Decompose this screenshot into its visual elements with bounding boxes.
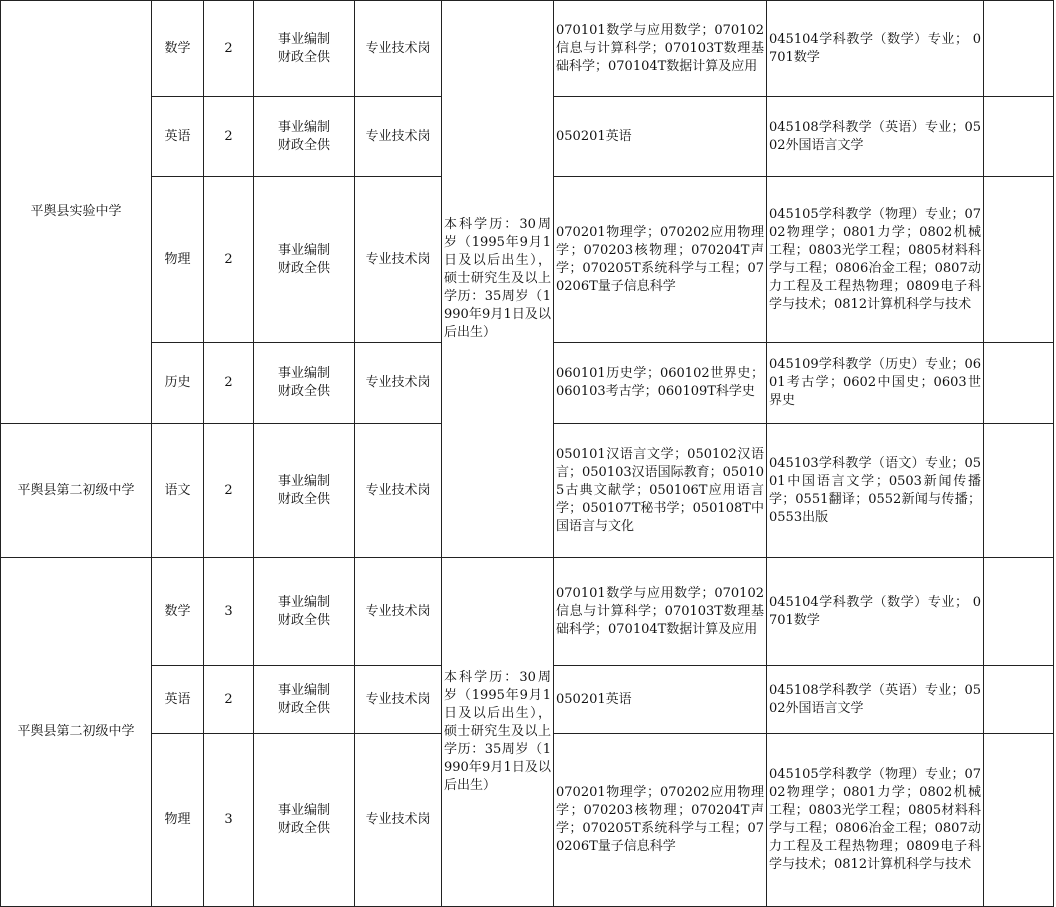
school-cell: 平舆县第二初级中学 [1,424,152,558]
nature-text: 事业编制财政全供 [277,119,330,153]
nature-text: 事业编制财政全供 [277,682,330,716]
post-cell: 专业技术岗 [355,97,442,177]
subject-cell: 物理 [152,734,204,907]
school-cell: 平舆县第二初级中学 [1,558,152,907]
age-requirement-cell: 本科学历：30周岁（1995年9月1日及以后出生），硕士研究生及以上学历：35周岁（1990年9月1日及以后出生） [442,558,554,907]
undergrad-major-cell: 070201物理学；070202应用物理学；070203核物理；070204T声学；070205T系统科学与工程；070206T量子信息科学 [554,177,767,343]
count-cell: 2 [204,177,254,343]
nature-cell [254,558,355,666]
grad-major-cell: 045105学科教学（物理）专业；0702物理学；0801力学；0802机械工程；0803光学工程；0805材料科学与工程；0806冶金工程；0807动力工程及工程热物理；0809电子科学与技术；0812计算机科学与技术 [767,177,984,343]
table-row [1,558,1054,666]
nature-text: 事业编制财政全供 [277,31,330,65]
subject-cell: 数学 [152,1,204,97]
undergrad-major-cell: 050201英语 [554,97,767,177]
age-requirement-cell: 本科学历：30周岁（1995年9月1日及以后出生），硕士研究生及以上学历：35周岁（1990年9月1日及以后出生） [442,1,554,558]
nature-cell [254,97,355,177]
nature-text: 事业编制财政全供 [277,366,330,399]
grad-major-cell: 045109学科教学（历史）专业；0601考古学；0602中国史；0603世界史 [767,343,984,424]
grad-major-cell: 045104学科教学（数学）专业； 0701数学 [767,558,984,666]
count-cell: 2 [204,1,254,97]
subject-cell: 英语 [152,97,204,177]
subject-cell: 语文 [152,424,204,558]
grad-major-cell: 045103学科教学（语文）专业；0501中国语言文学；0503新闻传播学；0551翻译；0552新闻与传播；0553出版 [767,424,984,558]
grad-major-cell: 045108学科教学（英语）专业；0502外国语言文学 [767,666,984,734]
count-cell: 3 [204,558,254,666]
nature-cell [254,666,355,734]
count-cell: 2 [204,666,254,734]
undergrad-major-cell: 070101数学与应用数学；070102信息与计算科学；070103T数理基础科学；070104T数据计算及应用 [554,558,767,666]
remark-cell [984,177,1054,343]
remark-cell [984,424,1054,558]
undergrad-major-cell: 070101数学与应用数学；070102信息与计算科学；070103T数理基础科学；070104T数据计算及应用 [554,1,767,97]
count-cell: 2 [204,343,254,424]
remark-cell [984,666,1054,734]
post-cell: 专业技术岗 [355,424,442,558]
nature-cell [254,343,355,424]
subject-cell: 物理 [152,177,204,343]
subject-cell: 英语 [152,666,204,734]
remark-cell [984,734,1054,907]
remark-cell [984,1,1054,97]
count-cell: 2 [204,97,254,177]
grad-major-cell: 045104学科教学（数学）专业； 0701数学 [767,1,984,97]
table-row [1,1,1054,97]
subject-cell: 数学 [152,558,204,666]
grad-major-cell: 045105学科教学（物理）专业；0702物理学；0801力学；0802机械工程；0803光学工程；0805材料科学与工程；0806冶金工程；0807动力工程及工程热物理；0809电子科学与技术；0812计算机科学与技术 [767,734,984,907]
undergrad-major-cell: 050201英语 [554,666,767,734]
post-cell: 专业技术岗 [355,734,442,907]
nature-text: 事业编制财政全供 [277,473,330,507]
remark-cell [984,343,1054,424]
post-cell: 专业技术岗 [355,1,442,97]
undergrad-major-cell: 050101汉语言文学；050102汉语言；050103汉语国际教育；050105古典文献学；050106T应用语言学；050107T秘书学；050108T中国语言与文化 [554,424,767,558]
nature-cell [254,177,355,343]
grad-major-cell: 045108学科教学（英语）专业；0502外国语言文学 [767,97,984,177]
nature-cell [254,424,355,558]
nature-text: 事业编制财政全供 [277,803,330,836]
post-cell: 专业技术岗 [355,177,442,343]
post-cell: 专业技术岗 [355,558,442,666]
post-cell: 专业技术岗 [355,343,442,424]
subject-cell: 历史 [152,343,204,424]
nature-text: 事业编制财政全供 [277,594,330,628]
count-cell: 3 [204,734,254,907]
school-cell: 平舆县实验中学 [1,1,152,424]
undergrad-major-cell: 070201物理学；070202应用物理学；070203核物理；070204T声学；070205T系统科学与工程；070206T量子信息科学 [554,734,767,907]
nature-cell [254,1,355,97]
undergrad-major-cell: 060101历史学；060102世界史；060103考古学；060109T科学史 [554,343,767,424]
remark-cell [984,97,1054,177]
nature-text: 事业编制财政全供 [277,242,330,276]
post-cell: 专业技术岗 [355,666,442,734]
remark-cell [984,558,1054,666]
count-cell: 2 [204,424,254,558]
nature-cell [254,734,355,907]
